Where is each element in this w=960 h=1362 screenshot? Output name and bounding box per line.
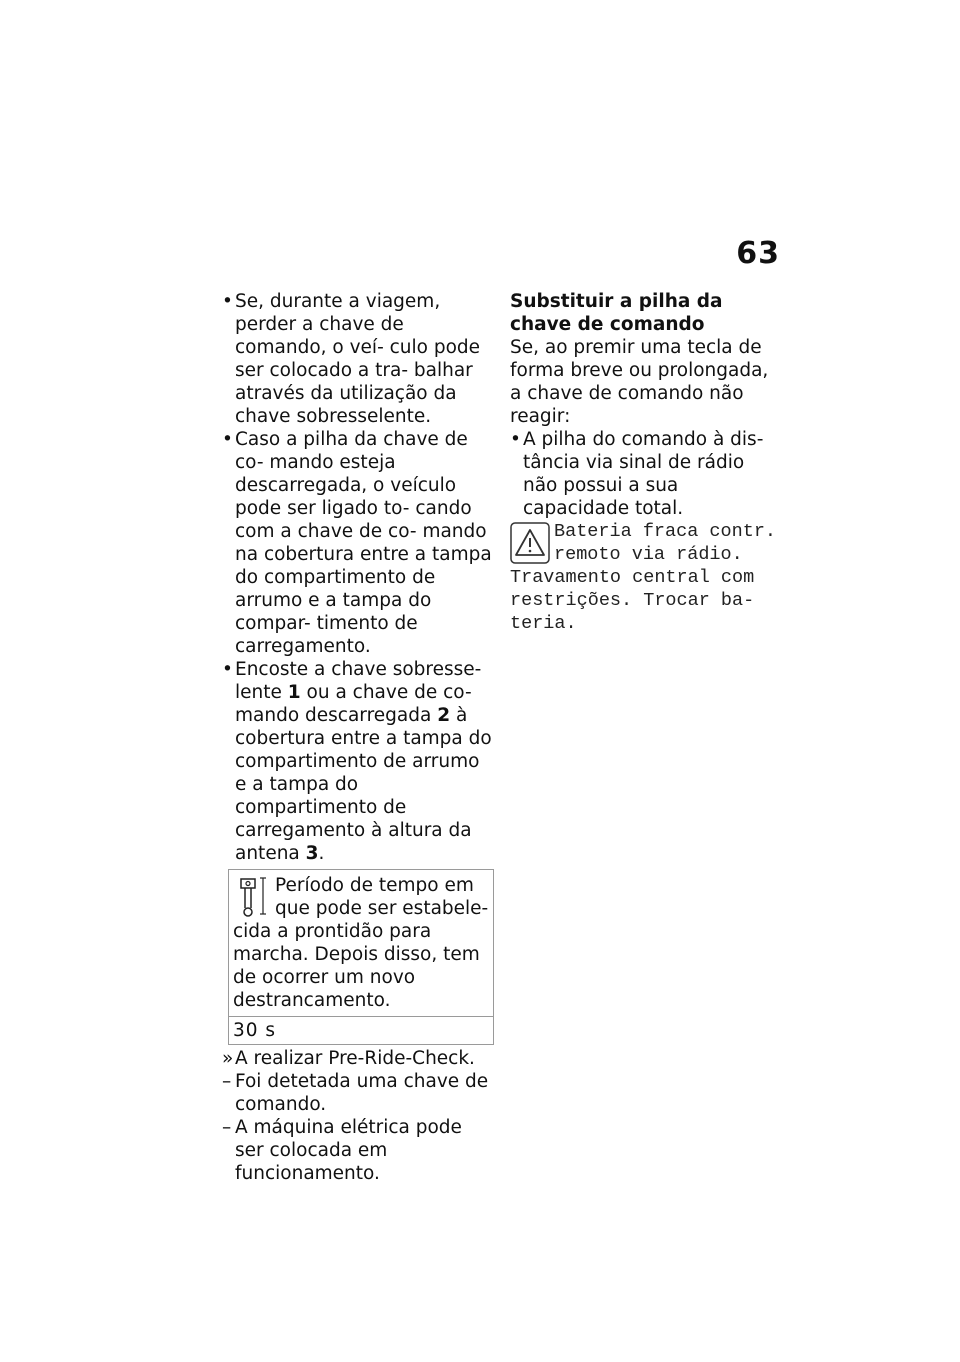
bullet-text: A pilha do comando à dis- tância via sinal de rádio não possui a sua capacidade total. [523, 429, 764, 519]
result-item [222, 1116, 494, 1185]
callout-number: 2 [437, 705, 451, 726]
list-item [510, 428, 782, 520]
info-box-value: 30 s [229, 1016, 493, 1044]
display-message-text: Bateria fraca contr. remoto via rádio. Travamento central com restrições. Trocar ba- teria. [510, 521, 777, 634]
dash-icon: – [222, 1117, 232, 1138]
info-box-text: Período de tempo em que pode ser estabele- cida a prontidão para marcha. Depois disso, tem de ocorrer um novo destrancamento. [233, 875, 489, 1011]
step-text: A realizar Pre-Ride-Check. [235, 1048, 475, 1069]
bullet-icon: • [222, 291, 233, 312]
result-text: A máquina elétrica pode ser colocada em funcionamento. [235, 1117, 462, 1184]
right-column [510, 290, 782, 635]
page-number: 63 [736, 236, 780, 271]
bullet-icon: • [222, 429, 233, 450]
bullet-text-part: Encoste a chave sobresse- lente [235, 659, 482, 703]
bullet-text: Caso a pilha da chave de co- mando esteja descarregada, o veículo pode ser ligado to- cando com a chave de co- mando na cobertura entre a tampa do compartimento de arrumo e a tampa do compar- timento de carregamento. [235, 429, 492, 657]
display-message [510, 520, 782, 635]
step-arrow-icon: » [222, 1048, 234, 1069]
section-title: Substituir a pilha da chave de comando [510, 291, 723, 335]
list-item [222, 428, 494, 658]
result-item [222, 1070, 494, 1116]
intro-text: Se, ao premir uma tecla de forma breve ou prolongada, a chave de comando não reagir: [510, 337, 769, 427]
left-column [222, 290, 494, 1185]
bullet-text-part: ou a chave de co- mando descarregada [235, 682, 472, 726]
callout-number: 1 [287, 682, 301, 703]
timer-key-icon [233, 874, 269, 920]
result-text: Foi detetada uma chave de comando. [235, 1071, 489, 1115]
warning-triangle-icon [510, 522, 550, 564]
bullet-text-part: . [318, 843, 325, 864]
bullet-text-part: à cobertura entre a tampa do compartimento de arrumo e a tampa do compartimento de carregamento à altura da antena [235, 705, 492, 864]
dash-icon: – [222, 1071, 232, 1092]
callout-number: 3 [305, 843, 319, 864]
step-item [222, 1047, 494, 1070]
bullet-icon: • [222, 659, 233, 680]
list-item [222, 658, 494, 865]
bullet-icon: • [510, 429, 521, 450]
bullet-text: Se, durante a viagem, perder a chave de comando, o veí- culo pode ser colocado a tra- balhar através da utilização da chave sobresselente. [235, 291, 481, 427]
list-item [222, 290, 494, 428]
info-box [228, 869, 494, 1045]
